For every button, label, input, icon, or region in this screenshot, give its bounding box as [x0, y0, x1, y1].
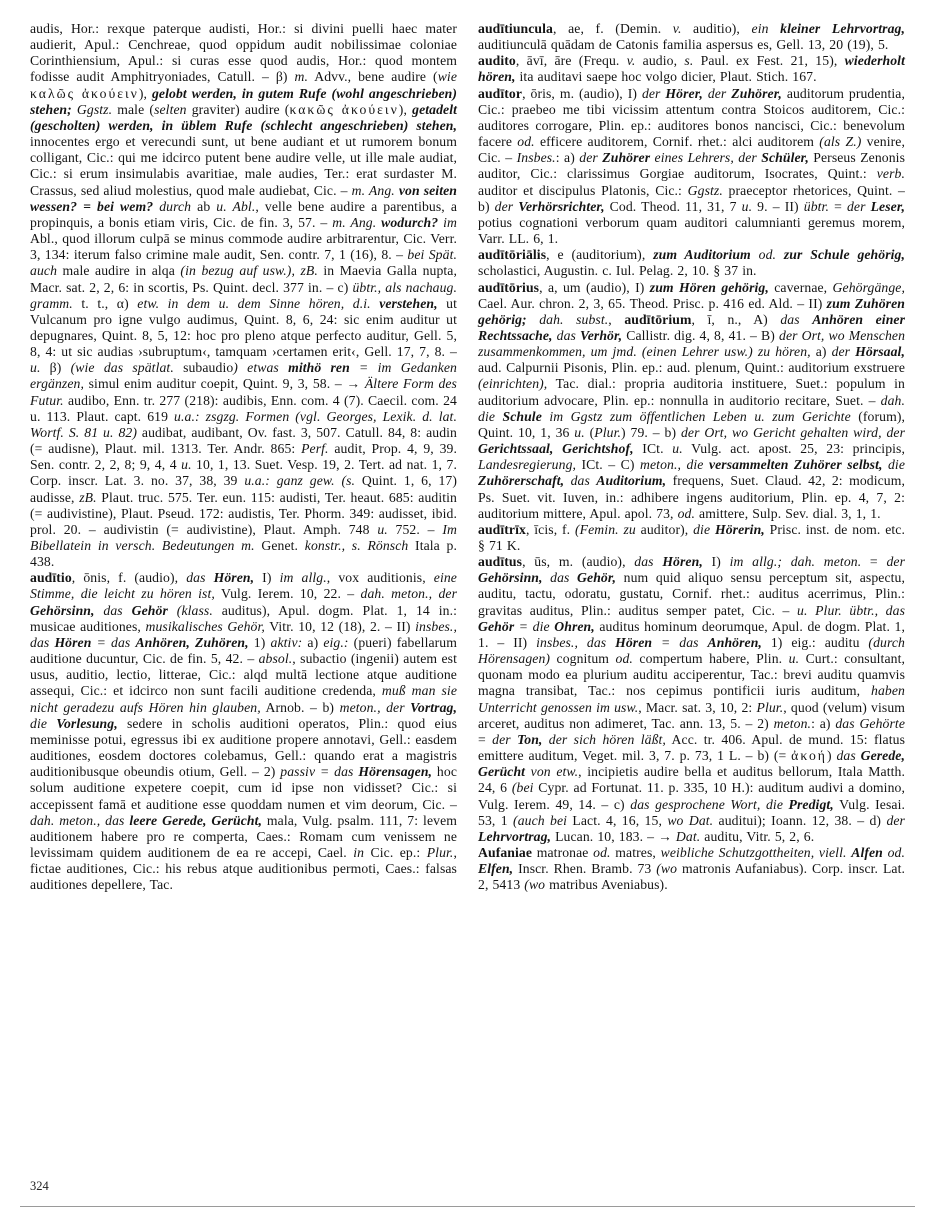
text-run: = die: [514, 618, 555, 634]
text-run: Gerichtssaal, Gerichtshof,: [478, 441, 634, 457]
text-run: male (: [112, 101, 155, 117]
text-run: Hörerin,: [714, 521, 765, 537]
text-run: Im Bibellatein in versch. Bedeutungen m.: [30, 521, 457, 553]
text-run: β): [40, 360, 71, 376]
text-run: u.a.: ganz gew. (s.: [244, 473, 356, 489]
text-run: , subactio (ingenii) autem est usus, auditio, lectio, litterae, Cic.: alqd multā lectione atque auditione assequi, Cic.: et idcirco non sunt facili auditione credenda,: [30, 651, 457, 699]
text-run: auditus), Apul. dogm. Plat. 1, 14 in.: musicae auditiones,: [30, 602, 457, 634]
text-run: audibo, Enn. tr. 277 (218): audibis, Enn. com. 4 (7). Caecil. com. 24 u. 113. Plaut. capt. 619: [30, 392, 457, 424]
text-run: auditor et discipulus Platonis, Cic.:: [478, 182, 688, 198]
text-run: Elfen,: [478, 861, 514, 877]
text-run: Perf.: [301, 441, 329, 457]
text-run: Hören: [54, 634, 92, 650]
text-run: im: [438, 214, 457, 230]
text-run: Ältere Form des Futur.: [30, 376, 457, 408]
text-run: wodurch?: [381, 214, 439, 230]
text-run: absol.: [258, 651, 293, 667]
text-run: Anhören,: [707, 634, 762, 650]
text-run: zum Auditorium: [653, 247, 751, 263]
text-run: (bei: [511, 780, 534, 796]
text-run: Gehörsinn,: [478, 570, 543, 586]
text-run: verstehen,: [379, 295, 438, 311]
text-run: 1): [248, 634, 271, 650]
text-run: ),: [398, 101, 413, 117]
text-run: Vulg. act. apost. 25, 23: principis,: [682, 441, 906, 457]
text-run: num quid aliquo sensu perceptum sit, aspectu, auditu, tactu, odoratu, gustatu, Cornif. rhet.: auditus acerrimus, Plin.: gravitas auditus, Plin.: auditus semper patet, Cic. –: [478, 570, 906, 618]
text-run: , ūs, m. (audio),: [522, 554, 635, 570]
text-run: Zuhörerschaft,: [478, 473, 565, 489]
text-run: innocentes ergo et verecundi sunt, ut bene audiant et ut rumorem bonum colligant, Cic.: qui me idcirco putent bene audire velle, ut ille male audiat, Cic.: si erum insimulabis avaritiae, male audies, Ter.: erat surdaster M. Crassus, sed aliud molestius, quod male audiebat, Cic. –: [30, 134, 457, 198]
text-run: der sich hören läßt,: [542, 731, 666, 747]
text-run: (forum), Quint. 10, 1, 36: [478, 408, 905, 440]
text-run: , ī, n., A): [691, 311, 781, 327]
text-run: audītōrius: [478, 279, 540, 295]
text-run: : a): [811, 715, 836, 731]
text-run: Insbes.: [516, 150, 556, 166]
text-run: matribus Aveniabus).: [545, 877, 668, 893]
text-run: zB.: [79, 489, 97, 505]
text-run: (wo: [656, 861, 678, 877]
text-run: (wie das spätlat.: [70, 360, 184, 376]
text-run: Tac. dial.: propria auditoria instituere, Suet.: populum in auditorium advocare, Plin. ep.: nonnulla in auditorio recitare, Suet. –: [478, 376, 905, 408]
text-run: Acc. tr. 406. Apul. de mund. 15: flatus emittere auditum, Veget. mil. 3, 7. p. 73, 1 L. – b) (=: [478, 731, 906, 764]
text-run: wo Dat.: [667, 812, 714, 828]
text-run: Hörsaal,: [855, 344, 905, 360]
text-run: Ohren,: [554, 618, 595, 634]
text-run: insbes., das: [30, 618, 457, 650]
text-run: (in bezug auf usw.), zB.: [180, 263, 318, 279]
text-run: κακῶς ἀκούειν: [289, 101, 399, 117]
text-run: a): [302, 634, 324, 650]
text-run: audis, Hor.: rexque paterque audisti, Hor.: si divini puelli haec mater audierit, Apul.: Cenchreae, quod oppidum audit nobilissimae coloniae Corinthiensium, Apul.: si curas esse quod audis, Hor.: quod montem fodisse audit Amphitryoniades, Catull. – β): [30, 21, 457, 85]
text-run: meton.: [773, 715, 812, 731]
text-run: m. Ang.: [332, 214, 382, 230]
text-run: Cic. ep.:: [364, 844, 427, 860]
text-run: , a, um (audio), I): [539, 279, 650, 295]
text-run: das: [836, 748, 861, 764]
left-column: [30, 21, 457, 893]
text-run: haben Unterricht genossen im usw.: [478, 683, 905, 715]
text-run: musikalisches Gehör,: [145, 618, 265, 634]
text-run: graviter) audire (: [186, 101, 290, 117]
text-run: m. Ang.: [351, 182, 399, 198]
text-run: mithö ren: [288, 360, 350, 376]
text-run: cognitum: [550, 651, 616, 667]
text-run: Predigt,: [788, 796, 834, 812]
text-run: , ōris, m. (audio), I): [522, 85, 642, 101]
text-run: meton., die: [640, 457, 709, 473]
text-run: audītor: [478, 85, 523, 101]
text-run: compertum habere, Plin.: [632, 651, 789, 667]
text-run: , āvī, āre (Frequ.: [515, 53, 627, 69]
text-run: Itala p. 438.: [30, 538, 458, 570]
text-run: Quint. 1, 6, 17) audisse,: [30, 473, 457, 505]
text-run: Hören,: [662, 554, 703, 570]
text-run: audītio: [30, 570, 72, 586]
text-run: od.: [677, 505, 696, 521]
text-run: weibliche Schutzgottheiten, viell.: [660, 844, 852, 860]
text-run: ἀκοή: [791, 748, 827, 764]
text-run: selten: [154, 101, 187, 117]
entry-auditiuncula: [478, 21, 905, 53]
text-run: das: [542, 570, 578, 586]
text-run: Vitr. 10, 12 (18), 2. – II): [264, 618, 416, 634]
text-run: die: [882, 457, 906, 473]
text-run: u. Abl.: [216, 198, 256, 214]
text-run: u.: [788, 651, 800, 667]
text-run: Schule: [502, 408, 542, 424]
text-run: : a): [555, 150, 580, 166]
text-run: (wo: [524, 877, 546, 893]
text-run: Hörer,: [665, 85, 703, 101]
text-run: eig.:: [323, 634, 349, 650]
entry-auditorialis: [478, 247, 905, 279]
text-run: subaudio: [183, 360, 234, 376]
text-run: Gehörsinn,: [30, 602, 95, 618]
text-run: Paul. ex Fest. 21, 15),: [693, 53, 845, 69]
text-run: zum Zuhören gehörig;: [478, 295, 905, 327]
text-run: , quod (velum) visum arceret, auditus non adimeret, Tac. ann. 13, 5. – 2): [478, 699, 906, 731]
text-run: Genet.: [254, 538, 305, 553]
text-run: od.: [750, 247, 784, 263]
text-run: efficere auditorem, Cornif. rhet.: alci auditorem: [534, 134, 820, 150]
text-run: (einrichten),: [478, 376, 548, 392]
text-run: zur Schule gehörig,: [783, 247, 906, 263]
text-run: Landesregierung,: [478, 457, 577, 473]
text-run: auditio),: [681, 21, 752, 36]
text-run: ) 79. – b): [621, 424, 681, 440]
text-run: etw. in dem u. dem Sinne hören, d.i.: [137, 295, 380, 311]
text-run: auditu, Vitr. 5, 2, 6.: [700, 828, 815, 844]
text-run: passiv = das: [280, 764, 359, 780]
text-run: = im Gedanken ergänzen,: [30, 360, 457, 392]
text-run: od.: [882, 844, 906, 860]
text-run: cavernae,: [768, 279, 833, 295]
text-run: Hörensagen,: [358, 764, 433, 780]
text-run: ita auditavi saepe hoc volgo dicier, Plaut. Stich. 167.: [515, 69, 817, 85]
text-run: s.: [684, 53, 694, 69]
text-run: audit, Prop. 4, 9, 39. Sen. contr. 2, 2, 8; 9, 4, 4: [30, 441, 457, 473]
text-run: =: [478, 731, 493, 747]
entry-audio-continuation: [30, 21, 457, 570]
text-run: in: [353, 844, 365, 860]
text-run: v.: [626, 53, 636, 69]
text-run: u. Plur. übtr., das: [797, 602, 905, 618]
text-run: Zuhörer,: [731, 85, 782, 101]
bottom-rule: [20, 1206, 915, 1207]
text-run: übtr.: [803, 198, 829, 214]
text-run: aud. Calpurnii Pisonis, Plin. ep.: aud. plenum, Quint.: auditorium exstruere: [478, 360, 905, 376]
text-run: Verhör,: [580, 327, 623, 343]
text-run: Cypr. ad Fortunat. 11. p. 335, 10 H.): auditum audivi a domino, Vulg. Ierem. 49, 14. – c): [478, 780, 905, 812]
text-run: Inscr. Rhen. Bramb. 73: [513, 861, 657, 877]
text-run: matronae: [532, 844, 594, 860]
text-run: Anhören einer Rechtssache,: [478, 311, 906, 343]
text-run: audibat, audibant, Ov. fast. 3, 507. Catull. 84, 8: audin (= audisne), Plaut. mil. 1313. Ter. Andr. 865:: [30, 424, 457, 457]
text-run: ),: [138, 85, 152, 101]
text-run: Perseus Zenonis auditor, Cic.: clarissimus Gorgiae auditorum, Isocrates, Quint.:: [478, 150, 906, 182]
text-run: dah. meton., der: [360, 586, 457, 602]
text-run: das Gehörte: [835, 715, 905, 731]
text-run: audio,: [635, 53, 685, 69]
text-run: Prisc. inst. de nom. etc. § 71 K.: [478, 521, 905, 553]
text-run: od.: [593, 844, 611, 860]
text-run: dah. meton., das: [30, 812, 130, 828]
text-run: Lehrvortrag,: [478, 828, 552, 844]
text-run: auditui); Ioann. 12, 38. – d): [713, 812, 887, 828]
text-run: u.: [672, 441, 683, 457]
text-run: ICt. – C): [576, 457, 641, 473]
text-run: das gesprochene Wort, die: [630, 796, 789, 812]
text-run: matronis Aufaniabus). Corp. inscr. Lat. 2, 5413: [478, 861, 906, 893]
text-run: mala, Vulg. psalm. 111, 7: levem auditionem habere pro re comperta, Caes.: Romam cum venissem ne levissimam quidem auditionem de ea re accepi, Cael.: [30, 812, 457, 860]
text-run: 10, 1, 13. Suet. Vesp. 19, 2. Tert. ad nat. 1, 7. Corp. inscr. Lat. 3. no. 37, 38, 39: [30, 457, 457, 489]
text-run: , Macr. sat. 3, 10, 2:: [638, 699, 757, 715]
text-run: auditor),: [635, 521, 694, 537]
text-run: die: [30, 715, 57, 731]
text-run: auditorum prudentia, Cic.: praebeo me tibi vicissim attentum contra Stoicos auditorem, Cic.: auditores corrogare, Plin. ep.: auditores bonos nancisci, Cic.: benevolum facere: [478, 85, 905, 150]
text-run: sedere in scholis auditioni operatos, Plin.: quod eius meminisse potui, egressus ibi ex auditione propere annotavi, Gell.: easdem auditiones, eosdem doctores colebamus, Gell.: quando erat a magistris auditionibusque obeundis otium, Gell. – 2): [30, 715, 457, 780]
entry-audito: [478, 53, 905, 85]
text-run: im allg.: [279, 570, 327, 586]
text-run: u.: [741, 198, 753, 214]
text-run: zum Hören gehörig,: [649, 279, 769, 295]
text-run: der: [641, 85, 666, 101]
text-run: ICt.: [633, 441, 673, 457]
text-run: die: [693, 521, 715, 537]
text-run: Vortrag,: [410, 699, 457, 715]
text-run: Leser,: [870, 198, 906, 214]
text-run: audītōriālis: [478, 247, 547, 263]
entry-auditorius: [478, 280, 905, 522]
text-run: I): [702, 554, 730, 570]
text-run: auditus hominum deorumque, Apul. de dogm. Plat. 1, 1. – II): [478, 618, 905, 650]
text-run: audito: [478, 53, 516, 69]
text-run: getadelt (gescholten) werden, in üblem Rufe (schlecht angeschrieben) stehen,: [30, 101, 458, 133]
text-run: v.: [672, 21, 682, 36]
text-run: von etw.: [525, 764, 579, 780]
text-run: der: [886, 812, 905, 828]
text-run: u.: [574, 424, 585, 440]
text-run: Plaut. truc. 575. Ter. eun. 115: audisti, Ter. heaut. 685: auditin (= audivistine), Plaut. Pseud. 172: audistis, Ter. Phorm. 349: audisset, ibid. prol. 20. – audivistin (= audivistine), Plaut. Amph. 748: [30, 489, 457, 537]
text-run: Plur.: [756, 699, 784, 715]
text-run: Hören: [615, 634, 653, 650]
text-run: Ggstz.: [76, 101, 113, 117]
text-run: im Ggstz zum öffentlichen Leben u. zum Gerichte: [541, 408, 851, 424]
text-run: =: [861, 554, 887, 570]
text-run: Hören,: [213, 570, 255, 586]
text-run: ,: [608, 311, 625, 327]
text-run: (durch Hörensagen): [478, 634, 906, 667]
text-run: Gerede, Gerücht: [478, 748, 905, 780]
text-run: 752. –: [387, 521, 443, 537]
text-run: Dat.: [675, 828, 701, 844]
text-run: Lucan. 10, 183. – →: [551, 828, 676, 844]
text-run: a): [810, 344, 832, 360]
text-run: =: [829, 198, 847, 214]
text-run: gelobt werden, in gutem Rufe (wohl angeschrieben) stehen;: [30, 85, 457, 117]
text-run: (: [584, 424, 595, 440]
text-run: der Ort, wo Gericht gehalten wird, der: [680, 424, 905, 440]
text-run: das: [552, 327, 581, 343]
text-run: der: [494, 198, 519, 214]
text-run: scholastici, Augustin. c. Iul. Pelag. 2, 10. § 37 in.: [478, 263, 757, 279]
text-run: potius cognationi verborum quam auditori calumnianti geremus morem, Varr. LL. 6, 1.: [478, 214, 905, 247]
text-run: od.: [517, 134, 535, 150]
text-run: der: [492, 731, 518, 747]
text-run: Gehör: [131, 602, 168, 618]
text-run: auditiunculā quādam de Catonis familia aspersus es, Gell. 13, 20 (19), 5.: [478, 37, 889, 53]
text-run: das: [780, 311, 813, 327]
text-run: ut Vulcanum pro igne vulgo audimus, Quint. 8, 6, 24: sic enim auditur ut depugnares, Quint. 8, 5, 12: hoc pro pleno atque perfecto auditur, Gell. 5, 8, 4: ut sic audias ›subruptum‹, tamquam ›certamen erit‹, Gell. 17, 7, 8. –: [30, 295, 457, 360]
text-run: , vox auditionis,: [326, 570, 434, 586]
text-run: das: [186, 570, 214, 586]
text-run: das: [94, 602, 132, 618]
text-run: , e (auditorium),: [546, 247, 654, 263]
text-run: I): [254, 570, 280, 586]
entry-auditrix: [478, 522, 905, 554]
text-run: Plur.: [594, 424, 622, 440]
text-run: ): [826, 748, 837, 764]
text-run: Arnob. – b): [260, 699, 340, 715]
text-run: das: [564, 473, 597, 489]
text-run: Vulg. Iesai. 53, 1: [478, 796, 905, 828]
text-run: Aufaniae: [478, 844, 533, 860]
text-run: ab: [191, 198, 217, 214]
text-run: Schüler,: [761, 150, 809, 166]
text-run: Alfen: [851, 844, 883, 860]
text-run: im allg.; dah. meton.: [729, 554, 862, 570]
text-run: der: [831, 344, 856, 360]
entry-auditio: [30, 570, 457, 893]
text-run: das: [634, 554, 663, 570]
text-run: u.: [30, 360, 41, 376]
text-run: matres,: [610, 844, 661, 860]
text-run: Ton,: [517, 731, 543, 747]
text-run: male audire in alqa: [57, 263, 181, 279]
text-run: übtr., als nachaug. gramm.: [30, 279, 458, 311]
entry-auditor: [478, 86, 905, 248]
right-column: [478, 21, 905, 893]
text-run: m.: [294, 69, 309, 85]
text-run: eines Lehrers, der: [650, 150, 762, 166]
text-run: konstr., s. Rönsch: [304, 538, 409, 553]
text-run: od.: [615, 651, 633, 667]
text-run: Abl., quod illorum culpā se minus commode audire arbitrarentur, Cic. Verr. 3, 134: iterum falso crimine male audit, Sen. contr. 7, 1 (16), 8. –: [30, 231, 457, 263]
text-run: simul enim auditur coepit, Quint. 9, 3, 58. – →: [84, 376, 365, 392]
text-run: καλῶς ἀκούειν: [30, 85, 139, 101]
text-run: Anhören, Zuhören,: [135, 634, 249, 650]
text-run: Gehörgänge,: [832, 279, 905, 295]
text-run: Curt.: consultant, quonam modo ea plurium auditu acciperentur, Tac.: brevi auditu quamvis magna transibat, Tac.: nos cepimus pontificii iuris auditum,: [478, 651, 905, 699]
text-run: Verhörsrichter,: [518, 198, 605, 214]
text-run: meton., der: [339, 699, 411, 715]
text-run: Cael. Aur. chron. 2, 3, 65. Theod. Prisc. p. 416 ed. Ald. – II): [478, 295, 827, 311]
text-run: verb.: [876, 166, 905, 182]
text-run: , īcis, f.: [525, 521, 576, 537]
text-run: u.a.: zsgzg. Formen (vgl. Georges, Lexik. d. lat. Wortf. S. 81 u. 82): [30, 408, 457, 440]
text-run: frequens, Suet. Claud. 42, 2: modicum, Ps. Suet. vit. Iuven, in.: adhibere ingens auditorium, Plin. ep. 4, 7, 2: auditorium mittere, Apul. apol. 73,: [478, 473, 905, 521]
text-run: (pueri) fabellarum auditione ducuntur, Cic. de fin. 5, 42. –: [30, 634, 457, 667]
text-run: (als Z.): [819, 134, 862, 150]
text-run: Cod. Theod. 11, 31, 7: [604, 198, 742, 214]
text-run: , incipietis audire bella et auditus bellorum, Itala Matth. 24, 6: [478, 764, 905, 796]
text-run: , fictae auditiones, Cic.: his rebus atque auditionibus permoti, Caes.: falsas auditiones depellere, Tac.: [30, 844, 457, 893]
text-run: (klass.: [167, 602, 213, 618]
text-run: praeceptor rhetorices, Quint. – b): [478, 182, 905, 214]
text-run: bei Spät. auch: [30, 247, 457, 279]
text-run: der Ort, wo Menschen zusammenkommen, um jmd. (einen Lehrer usw.) zu hören,: [478, 327, 906, 360]
text-run: Lact. 4, 16, 15,: [567, 812, 668, 828]
text-run: der: [579, 150, 603, 166]
text-run: audītus: [478, 554, 523, 570]
text-run: (Femin. zu: [575, 521, 636, 537]
text-run: Gehör: [478, 618, 515, 634]
text-run: dah. die: [478, 392, 905, 424]
text-run: durch: [153, 198, 192, 214]
text-run: eine Stimme, die leicht zu hören ist,: [30, 570, 457, 602]
text-run: muß man sie nicht geradezu aufs Hören hin glauben,: [30, 683, 457, 715]
text-run: hoc solum auditione expetere coepit, cum id ipse non vidisset? Cic.: si accepissent famā et auditione esse quoddam numen et vim deorum, Cic. –: [30, 764, 457, 812]
text-run: insbes., das: [536, 634, 616, 650]
text-run: versammelten Zuhörer selbst,: [708, 457, 883, 473]
text-run: wie: [437, 69, 457, 85]
text-run: dah. subst.: [526, 311, 609, 327]
text-run: Vulg. Ierem. 10, 22. –: [214, 586, 361, 602]
text-run: der: [886, 554, 905, 570]
text-run: ein: [751, 21, 781, 36]
entry-auditus: [478, 554, 905, 845]
text-run: u.: [181, 457, 192, 473]
text-run: , velle bene audire a parentibus, a propinquis, a bonis etiam viris, Cic. de fin. 3, 57. –: [30, 198, 458, 230]
text-run: u.: [377, 521, 388, 537]
text-run: , ōnis, f. (audio),: [71, 570, 187, 586]
text-run: der: [846, 198, 871, 214]
entry-aufaniae: [478, 845, 905, 893]
text-run: Callistr. dig. 4, 8, 41. – B): [622, 327, 779, 343]
text-run: Ggstz.: [687, 182, 723, 198]
text-run: Advv., bene audire (: [308, 69, 438, 85]
text-run: audītrīx: [478, 521, 526, 537]
text-run: in Maevia Galla nupta, Macr. sat. 2, 2, 6: in scortis, Ps. Quint. decl. 377 in. – c): [30, 263, 457, 295]
page-number: 324: [30, 1179, 49, 1193]
text-run: Vorlesung,: [56, 715, 118, 731]
text-run: kleiner Lehrvortrag,: [780, 21, 905, 36]
text-run: = das: [652, 634, 708, 650]
text-run: 9. – II): [752, 198, 804, 214]
text-run: = das: [91, 634, 136, 650]
text-run: audītiuncula: [478, 21, 553, 36]
text-run: der: [702, 85, 732, 101]
text-run: Auditorium,: [596, 473, 667, 489]
text-run: 1) eig.: auditu: [761, 634, 869, 650]
text-run: von seiten wessen? = bei wem?: [30, 182, 458, 214]
text-run: audītōrium: [624, 311, 692, 327]
text-run: aktiv:: [270, 634, 303, 650]
text-run: t. t., α): [72, 295, 138, 311]
text-run: Plur.: [426, 844, 454, 860]
text-run: leere Gerede, Gerücht,: [129, 812, 263, 828]
text-run: Zuhörer: [602, 150, 651, 166]
text-run: , ae, f. (Demin.: [553, 21, 673, 36]
text-run: ) etwas: [233, 360, 289, 376]
text-run: Gehör,: [577, 570, 617, 586]
text-run: amittere, Sulp. Sev. dial. 3, 1, 1.: [695, 505, 881, 521]
text-run: venire, Cic. –: [478, 134, 905, 166]
text-run: (auch bei: [513, 812, 568, 828]
text-run: wiederholt hören,: [478, 53, 905, 85]
